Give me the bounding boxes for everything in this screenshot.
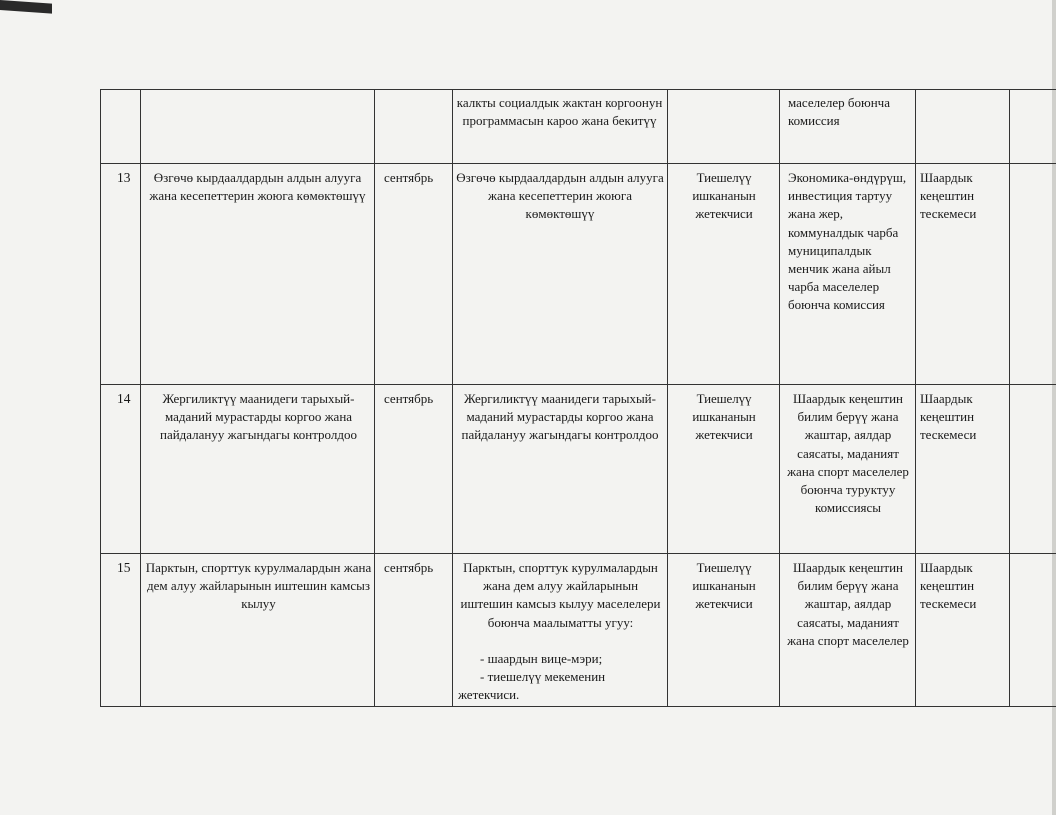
row13-term: сентябрь [384,170,434,185]
row0-measure: калкты социалдык жактан коргоонун программасын кароо жана бекитүү [456,95,663,129]
row14-number: 14 [117,391,131,406]
row15-measure: Парктын, спорттук курулмалардын жана дем алуу жайларынын иштешин камсыз кылуу маселелери боюнча маалыматты угуу: [460,560,661,630]
row15-measure-item-2: - тиешелүү мекеменин жетекчиси. [458,669,606,703]
row13-measure: Өзгөчө кырдаалдардын алдын алууга жана кесепеттерин жоюга көмөктөшүү [456,170,664,222]
scan-artifact [0,0,52,14]
row15-responsible: Тиешелүү ишкананын жетекчиси [692,560,756,612]
row13-task: Өзгөчө кырдаалдардын алдын алууга жана кесепеттерин жоюга көмөктөшүү [149,170,366,204]
row14-result: Шаардык кеңештин тескемеси [920,391,977,443]
row14-task: Жергиликтүү маанидеги тарыхый-маданий мурастарды коргоо жана пайдалануу жагындагы контролдоо [159,391,357,443]
row13-commission: Экономика-өндүрүш, инвестиция тартуу жана жер, коммуналдык чарба муниципалдык менчик жана айыл чарба маселелер боюнча комиссия [788,170,907,313]
row14-measure: Жергиликтүү маанидеги тарыхый-маданий мурастарды коргоо жана пайдалануу жагындагы контролдоо [461,391,659,443]
row0-commission: маселелер боюнча комиссия [788,95,890,129]
row14-term: сентябрь [384,391,434,406]
row15-measure-item-1: - шаардын вице-мэри; [480,651,603,666]
plan-table [100,89,1056,707]
row15-task: Парктын, спорттук курулмалардын жана дем алуу жайларынын иштешин камсыз кылуу [145,560,372,612]
row15-term: сентябрь [384,560,434,575]
row14-responsible: Тиешелүү ишкананын жетекчиси [692,391,756,443]
row15-commission: Шаардык кеңештин билим берүү жана жаштар, аялдар саясаты, маданият жана спорт маселелер [787,560,909,648]
row15-result: Шаардык кеңештин тескемеси [920,560,977,612]
row13-result: Шаардык кеңештин тескемеси [920,170,977,222]
row13-responsible: Тиешелүү ишкананын жетекчиси [692,170,756,222]
row15-number: 15 [117,560,131,575]
row14-commission: Шаардык кеңештин билим берүү жана жаштар, аялдар саясаты, маданият жана спорт маселелер боюнча туруктуу комиссиясы [787,391,909,516]
row13-number: 13 [117,170,131,185]
